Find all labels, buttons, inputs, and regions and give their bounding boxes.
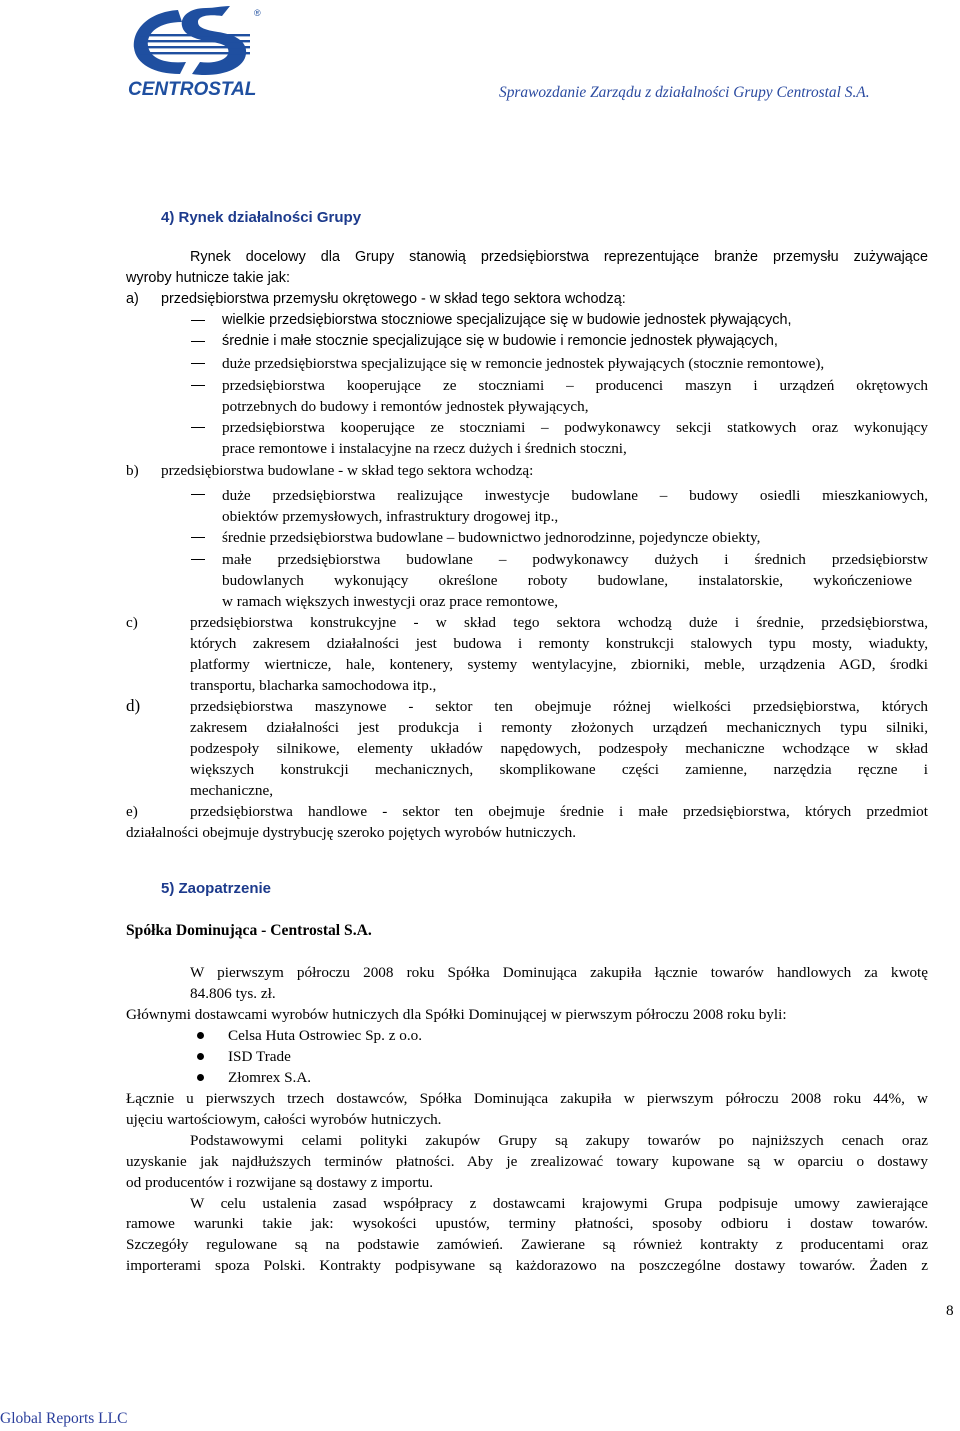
item-b-text: przedsiębiorstwa budowlane - w skład tego sektora wchodzą: xyxy=(161,462,534,479)
purchase-para-line-1: W pierwszym półroczu 2008 roku Spółka Dominująca zakupiła łącznie towarów handlowych za kwotę xyxy=(190,964,928,981)
share-para-line-2: ujęciu wartościowym, całości wyrobów hutniczych. xyxy=(126,1111,442,1128)
dash-icon xyxy=(191,494,205,495)
intro-line-2: wyroby hutnicze takie jak: xyxy=(126,270,290,286)
supplier-item: Celsa Huta Ostrowiec Sp. z o.o. xyxy=(228,1027,423,1044)
item-b-sub-1-line-2: obiektów przemysłowych, infrastruktury drogowej itp., xyxy=(222,508,559,525)
item-a-sub-5-line-2: prace remontowe i instalacyjne na rzecz dużych i średnich stoczni, xyxy=(222,440,627,457)
item-d-line-3: podzespoły silnikowe, elementy układów napędowych, podzespoły mechaniczne wchodzące w skład xyxy=(190,740,928,757)
item-a-sub-1: wielkie przedsiębiorstwa stoczniowe specjalizujące się w budowie jednostek pływających, xyxy=(222,312,792,328)
item-d-line-1: przedsiębiorstwa maszynowe - sektor ten obejmuje różnej wielkości przedsiębiorstwa, których xyxy=(190,698,928,715)
bullet-icon xyxy=(197,1074,204,1081)
item-d-label: d) xyxy=(126,696,141,715)
item-b-sub-3-line-2: budowlanych wykonujący określone roboty budowlane, instalatorskie, wykończeniowe xyxy=(222,572,912,589)
dash-icon xyxy=(191,559,205,560)
cooperation-para-line-2: ramowe warunki takie jak: wysokości upustów, terminy płatności, sposoby odbioru i dostaw towarów. xyxy=(126,1215,928,1232)
policy-para-line-1: Podstawowymi celami polityki zakupów Grupy są zakupy towarów po najniższych cenach oraz xyxy=(190,1132,928,1149)
item-a-sub-5-line-1: przedsiębiorstwa kooperujące ze stoczniami – podwykonawcy sekcji statkowych oraz wykonujący xyxy=(222,419,928,436)
cooperation-para-line-4: importerami spoza Polski. Kontrakty podpisywane są każdorazowo na poszczególne dostawy towarów. Żaden z xyxy=(126,1257,928,1274)
item-c-label: c) xyxy=(126,614,138,631)
page-number: 8 xyxy=(946,1302,954,1319)
item-d-line-5: mechaniczne, xyxy=(190,782,274,799)
share-para-line-1: Łącznie u pierwszych trzech dostawców, Spółka Dominująca zakupiła w pierwszym półroczu 2008 roku 44%, w xyxy=(126,1090,928,1107)
item-a-label: a) xyxy=(126,291,139,307)
supplier-item: ISD Trade xyxy=(228,1048,291,1065)
section-5-heading: 5) Zaopatrzenie xyxy=(161,880,272,897)
item-e-line-1: przedsiębiorstwa handlowe - sektor ten obejmuje średnie i małe przedsiębiorstwa, których przedmiot xyxy=(190,803,928,820)
item-d-line-2: zakresem działalności jest produkcja i remonty złożonych urządzeń mechanicznych typu silniki, xyxy=(190,719,928,736)
item-b-sub-1-line-1: duże przedsiębiorstwa realizujące inwestycje budowlane – budowy osiedli mieszkaniowych, xyxy=(222,487,928,504)
item-c-line-2: których zakresem działalności jest budowa i remonty konstrukcji stalowych typu mosty, wiadukty, xyxy=(190,635,928,652)
bullet-icon xyxy=(197,1053,204,1060)
dash-icon xyxy=(191,341,205,342)
item-b-sub-2: średnie przedsiębiorstwa budowlane – budownictwo jednorodzinne, pojedyncze obiekty, xyxy=(222,529,761,546)
item-d-line-4: większych konstrukcji mechanicznych, skomplikowane części zamienne, narzędzia ręczne i xyxy=(190,761,928,778)
dash-icon xyxy=(191,320,205,321)
registered-mark: ® xyxy=(254,8,261,18)
purchase-para-line-2: 84.806 tys. zł. xyxy=(190,985,276,1002)
section-4-heading: 4) Rynek działalności Grupy xyxy=(161,209,362,226)
company-logo xyxy=(126,4,266,98)
supplier-item: Złomrex S.A. xyxy=(228,1069,312,1086)
item-c-line-1: przedsiębiorstwa konstrukcyjne - w skład tego sektora wchodzą duże i średnie, przedsiębiorstwa, xyxy=(190,614,928,631)
footer-publisher: Global Reports LLC xyxy=(0,1410,128,1427)
item-e-label: e) xyxy=(126,803,138,820)
suppliers-intro: Głównymi dostawcami wyrobów hutniczych dla Spółki Dominującej w pierwszym półroczu 2008 roku byli: xyxy=(126,1006,787,1023)
centrostal-logo-mark xyxy=(126,4,266,98)
subsidiary-heading: Spółka Dominująca - Centrostal S.A. xyxy=(126,922,372,939)
item-e-line-2: działalności obejmuje dystrybucję szeroko pojętych wyrobów hutniczych. xyxy=(126,824,577,841)
item-a-sub-2: średnie i małe stocznie specjalizujące się w budowie i remoncie jednostek pływających, xyxy=(222,333,778,349)
bullet-icon xyxy=(197,1032,204,1039)
dash-icon xyxy=(191,537,205,538)
cooperation-para-line-1: W celu ustalenia zasad współpracy z dostawcami krajowymi Grupa podpisuje umowy zawierające xyxy=(190,1195,928,1212)
dash-icon xyxy=(191,363,205,364)
dash-icon xyxy=(191,427,205,428)
item-b-sub-3-line-1: małe przedsiębiorstwa budowlane – podwykonawcy dużych i średnich przedsiębiorstw xyxy=(222,551,928,568)
intro-line-1: Rynek docelowy dla Grupy stanowią przedsiębiorstwa reprezentujące branże przemysłu zużywające xyxy=(190,249,928,265)
item-a-text: przedsiębiorstwa przemysłu okrętowego - w skład tego sektora wchodzą: xyxy=(161,291,626,307)
logo-wordmark: CENTROSTAL xyxy=(128,79,257,98)
policy-para-line-3: od producentów i rozwijane są dostawy z importu. xyxy=(126,1174,434,1191)
item-a-sub-4-line-2: potrzebnych do budowy i remontów jednostek pływających, xyxy=(222,398,589,415)
policy-para-line-2: uzyskanie jak najdłuższych terminów płatności. Aby je zrealizować towary kupowane są w oparciu o dostawy xyxy=(126,1153,928,1170)
item-b-sub-3-line-3: w ramach większych inwestycji oraz prace remontowe, xyxy=(222,593,559,610)
item-c-line-3: platformy wiertnicze, hale, kontenery, systemy wentylacyjne, zbiorniki, meble, urządzenia AGD, środki xyxy=(190,656,928,673)
item-b-label: b) xyxy=(126,462,139,479)
item-a-sub-3: duże przedsiębiorstwa specjalizujące się w remoncie jednostek pływających (stocznie remontowe), xyxy=(222,355,825,372)
dash-icon xyxy=(191,385,205,386)
item-c-line-4: transportu, blacharka samochodowa itp., xyxy=(190,677,437,694)
report-title: Sprawozdanie Zarządu z działalności Grupy Centrostal S.A. xyxy=(499,84,870,101)
item-a-sub-4-line-1: przedsiębiorstwa kooperujące ze stoczniami – producenci maszyn i urządzeń okrętowych xyxy=(222,377,928,394)
cooperation-para-line-3: Szczegóły regulowane są na podstawie zamówień. Zawierane są również kontrakty z producentami oraz xyxy=(126,1236,928,1253)
